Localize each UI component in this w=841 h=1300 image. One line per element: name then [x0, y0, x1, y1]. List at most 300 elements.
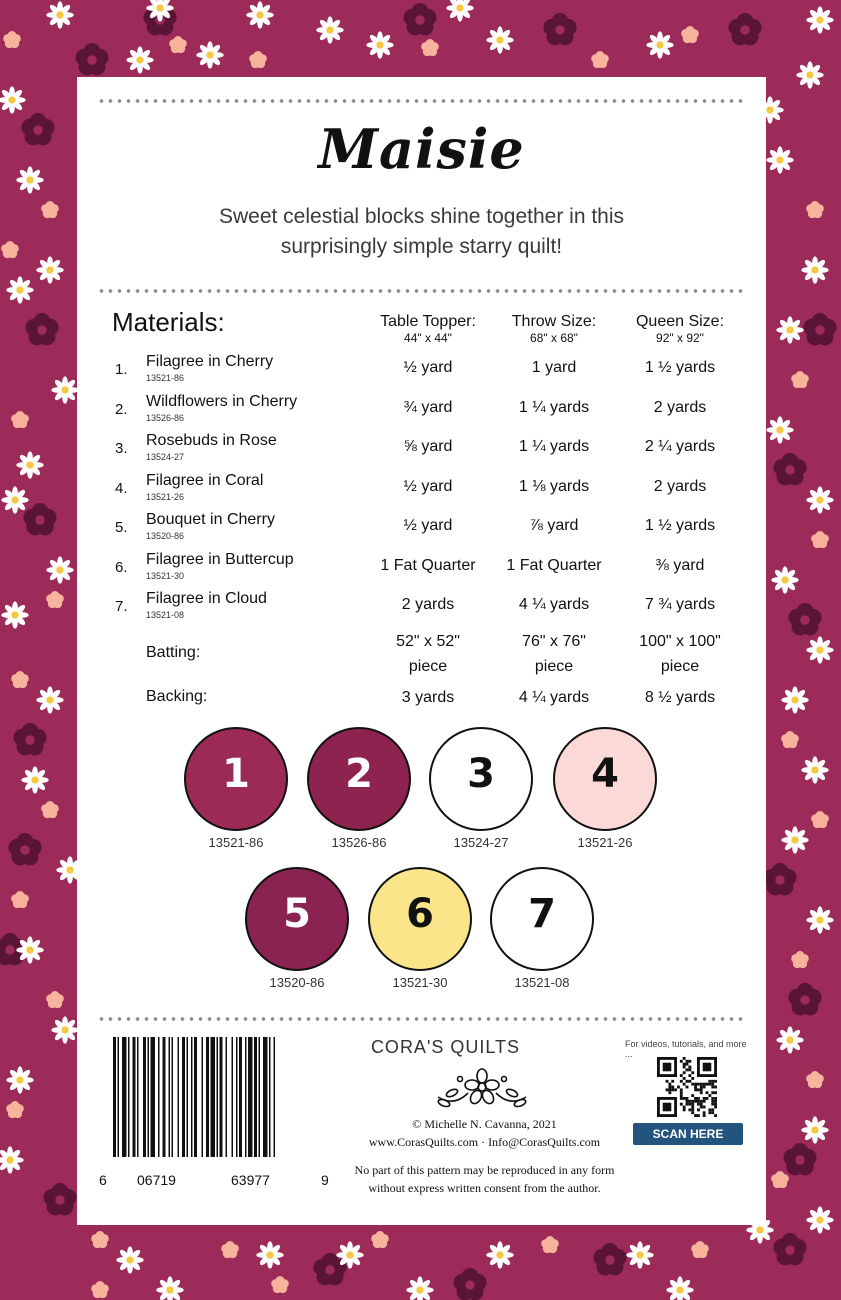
qr-module	[686, 1080, 689, 1083]
dark-flower-icon	[728, 13, 761, 45]
peach-flower-icon	[41, 201, 59, 218]
peach-flower-icon	[806, 1071, 824, 1088]
qr-module	[697, 1103, 700, 1106]
daisy-icon	[46, 556, 73, 583]
peach-flower-icon	[271, 1276, 289, 1293]
barcode-digit-check: 9	[321, 1172, 329, 1188]
barcode-bar	[151, 1037, 156, 1157]
qr-module	[703, 1111, 706, 1114]
swatch-code: 13521-30	[392, 975, 448, 990]
daisy-icon	[16, 166, 43, 193]
qr-module	[708, 1080, 711, 1083]
peach-flower-icon	[691, 1241, 709, 1258]
swatch-circle	[490, 867, 594, 971]
daisy-icon	[626, 1241, 653, 1268]
topper-amount: ⅝ yard	[403, 438, 453, 455]
peach-flower-icon	[771, 1171, 789, 1188]
backing-queen: 8 ½ yards	[644, 689, 716, 706]
contact-line: www.CorasQuilts.com · Info@CorasQuilts.com	[368, 1135, 601, 1149]
daisy-icon	[0, 1146, 24, 1173]
qr-module	[688, 1108, 691, 1111]
fabric-swatch	[429, 727, 533, 850]
fabric-number: 5.	[115, 519, 128, 536]
queen-amount: 7 ¾ yards	[644, 596, 716, 613]
daisy-icon	[156, 1276, 183, 1300]
daisy-icon	[246, 1, 273, 28]
queen-amount: 2 yards	[653, 477, 707, 495]
daisy-icon	[646, 31, 673, 58]
qr-module	[688, 1100, 691, 1103]
daisy-icon	[256, 1241, 283, 1268]
qr-module	[711, 1083, 714, 1086]
qr-module	[691, 1108, 694, 1111]
dark-flower-icon	[543, 13, 576, 45]
qr-module	[680, 1080, 683, 1083]
qr-module	[700, 1100, 703, 1103]
barcode-bar	[172, 1037, 174, 1157]
qr-module	[711, 1091, 714, 1094]
daisy-icon	[806, 636, 833, 663]
barcode-bar	[220, 1037, 223, 1157]
dotted-divider	[97, 1015, 746, 1023]
dark-flower-icon	[803, 313, 836, 345]
barcode-bar	[178, 1037, 180, 1157]
fabric-number: 3.	[115, 440, 128, 457]
fabric-name: Filagree in Cloud	[146, 590, 267, 607]
qr-module	[668, 1091, 671, 1094]
qr-module	[694, 1097, 697, 1100]
fabric-name: Rosebuds in Rose	[146, 432, 277, 449]
peach-flower-icon	[781, 731, 799, 748]
qr-module	[703, 1100, 706, 1103]
qr-module	[714, 1080, 717, 1083]
daisy-icon	[486, 1241, 513, 1268]
qr-module	[691, 1100, 694, 1103]
qr-module	[697, 1114, 700, 1117]
qr-module	[683, 1066, 686, 1069]
qr-module	[694, 1088, 697, 1091]
daisy-icon	[6, 276, 33, 303]
subtitle-line-2: surprisingly simple starry quilt!	[280, 235, 563, 258]
notice-line-1: No part of this pattern may be reproduced in any form	[354, 1163, 615, 1177]
daisy-icon	[16, 451, 43, 478]
qr-module	[714, 1103, 717, 1106]
qr-module	[691, 1106, 694, 1109]
peach-flower-icon	[41, 801, 59, 818]
qr-module	[666, 1080, 669, 1083]
qr-finder	[703, 1063, 712, 1072]
barcode-digit-group-1: 06719	[137, 1172, 176, 1188]
qr-module	[711, 1111, 714, 1114]
qr-module	[711, 1103, 714, 1106]
swatch-code: 13521-86	[208, 835, 264, 850]
barcode-bar	[122, 1037, 127, 1157]
daisy-icon	[776, 316, 803, 343]
qr-module	[708, 1111, 711, 1114]
qr-module	[686, 1100, 689, 1103]
dark-flower-icon	[43, 1183, 76, 1215]
barcode-bar	[226, 1037, 228, 1157]
qr-module	[683, 1083, 686, 1086]
swatch-number: 2	[345, 751, 373, 797]
peach-flower-icon	[46, 591, 64, 608]
qr-module	[683, 1071, 686, 1074]
qr-module	[697, 1097, 700, 1100]
qr-module	[711, 1097, 714, 1100]
throw-amount: 4 ¼ yards	[518, 596, 590, 613]
daisy-icon	[766, 146, 793, 173]
barcode-bar	[148, 1037, 150, 1157]
qr-module	[706, 1097, 709, 1100]
queen-amount: 2 yards	[653, 398, 707, 416]
qr-module	[666, 1088, 669, 1091]
barcode-bar	[259, 1037, 261, 1157]
qr-module	[680, 1103, 683, 1106]
qr-module	[671, 1088, 674, 1091]
dark-flower-icon	[75, 43, 108, 75]
qr-module	[688, 1074, 691, 1077]
value: 76" x 76"	[522, 633, 586, 650]
qr-module	[668, 1086, 671, 1089]
qr-module	[686, 1068, 689, 1071]
qr-module	[714, 1114, 717, 1117]
peach-flower-icon	[791, 371, 809, 388]
dark-flower-icon	[453, 1268, 486, 1300]
value: 52" x 52"	[396, 633, 460, 650]
dark-flower-icon	[773, 453, 806, 485]
dark-flower-icon	[773, 1233, 806, 1265]
qr-module	[691, 1071, 694, 1074]
barcode-bar	[269, 1037, 271, 1157]
qr-module	[683, 1108, 686, 1111]
barcode-bar	[158, 1037, 160, 1157]
peach-flower-icon	[6, 1101, 24, 1118]
qr-module	[691, 1111, 694, 1114]
queen-amount: 1 ½ yards	[644, 359, 716, 376]
fabric-swatch	[490, 867, 594, 990]
qr-module	[680, 1091, 683, 1094]
dotted-divider	[97, 287, 746, 295]
qr-module	[688, 1060, 691, 1063]
barcode-bar	[245, 1037, 247, 1157]
swatch-number: 6	[406, 891, 434, 937]
barcode-bar	[206, 1037, 209, 1157]
dark-flower-icon	[23, 503, 56, 535]
swatch-code: 13521-08	[514, 975, 570, 990]
column-name: Table Topper:	[380, 313, 476, 330]
fabric-swatch	[368, 867, 472, 990]
peach-flower-icon	[46, 991, 64, 1008]
batting-label: Batting:	[146, 644, 201, 661]
fabric-swatch	[184, 727, 288, 850]
qr-module	[691, 1094, 694, 1097]
qr-module	[708, 1108, 711, 1111]
unit: piece	[660, 658, 700, 675]
barcode-bar	[254, 1037, 257, 1157]
peach-flower-icon	[91, 1281, 109, 1298]
dark-flower-icon	[763, 863, 796, 895]
fabric-name: Filagree in Coral	[146, 471, 264, 489]
qr-module	[708, 1083, 711, 1086]
swatch-circle	[245, 867, 349, 971]
barcode-bar	[182, 1037, 185, 1157]
fabric-number: 7.	[115, 598, 128, 615]
qr-module	[686, 1103, 689, 1106]
peach-flower-icon	[3, 31, 21, 48]
daisy-icon	[666, 1276, 693, 1300]
qr-module	[703, 1097, 706, 1100]
fabric-code: 13521-08	[146, 610, 185, 620]
qr-module	[711, 1080, 714, 1083]
qr-module	[694, 1086, 697, 1089]
barcode-bar	[118, 1037, 120, 1157]
dark-flower-icon	[403, 3, 436, 35]
topper-amount: ½ yard	[403, 517, 453, 534]
fabric-number: 2.	[115, 400, 128, 418]
queen-amount: 1 ½ yards	[644, 517, 716, 534]
qr-module	[706, 1091, 709, 1094]
qr-module	[697, 1108, 700, 1111]
peach-flower-icon	[169, 36, 187, 53]
peach-flower-icon	[11, 411, 29, 428]
daisy-icon	[36, 256, 63, 283]
daisy-icon	[406, 1276, 433, 1300]
batting-row	[77, 629, 766, 679]
peach-flower-icon	[791, 951, 809, 968]
qr-module	[680, 1074, 683, 1077]
backing-throw: 4 ¼ yards	[518, 689, 590, 706]
qr-module	[686, 1060, 689, 1063]
fabric-row	[77, 472, 766, 508]
swatch-code: 13520-86	[269, 975, 325, 990]
dark-flower-icon	[313, 1253, 346, 1285]
peach-flower-icon	[91, 1231, 109, 1248]
daisy-icon	[316, 16, 343, 43]
dark-flower-icon	[25, 313, 58, 345]
throw-amount: 1 ⅛ yards	[518, 477, 590, 495]
barcode-bar	[143, 1037, 146, 1157]
qr-module	[691, 1103, 694, 1106]
barcode-bar	[217, 1037, 219, 1157]
fabric-row	[77, 432, 766, 468]
qr-module	[677, 1086, 680, 1089]
column-header-queen	[605, 313, 755, 345]
dark-flower-icon	[21, 113, 54, 145]
barcode-bar	[232, 1037, 234, 1157]
fabric-name: Bouquet in Cherry	[146, 511, 275, 528]
qr-module	[680, 1088, 683, 1091]
fabric-name: Filagree in Buttercup	[146, 550, 294, 568]
batting-queen	[605, 629, 755, 679]
daisy-icon	[801, 756, 828, 783]
qr-module	[700, 1106, 703, 1109]
barcode	[113, 1037, 319, 1157]
barcode-bar	[194, 1037, 197, 1157]
daisy-icon	[446, 0, 473, 22]
daisy-icon	[196, 41, 223, 68]
qr-module	[714, 1100, 717, 1103]
swatch-circle	[429, 727, 533, 831]
qr-module	[703, 1083, 706, 1086]
qr-module	[694, 1114, 697, 1117]
fabric-swatch	[245, 867, 349, 990]
qr-finder	[663, 1103, 672, 1112]
swatch-code: 13524-27	[453, 835, 509, 850]
qr-module	[691, 1083, 694, 1086]
daisy-icon	[796, 61, 823, 88]
daisy-icon	[1, 486, 28, 513]
topper-amount: 1 Fat Quarter	[380, 556, 476, 574]
peach-flower-icon	[1, 241, 19, 258]
pattern-card	[77, 77, 766, 1225]
fabric-code: 13521-30	[146, 570, 185, 581]
peach-flower-icon	[11, 671, 29, 688]
daisy-icon	[766, 416, 793, 443]
qr-module	[714, 1086, 717, 1089]
qr-module	[700, 1083, 703, 1086]
dotted-divider	[97, 97, 746, 105]
qr-module	[688, 1068, 691, 1071]
qr-module	[680, 1094, 683, 1097]
daisy-icon	[801, 256, 828, 283]
qr-module	[700, 1103, 703, 1106]
materials-heading: Materials:	[112, 307, 225, 337]
qr-module	[683, 1106, 686, 1109]
qr-module	[711, 1108, 714, 1111]
dark-flower-icon	[788, 603, 821, 635]
barcode-bar	[236, 1037, 238, 1157]
barcode-bar	[239, 1037, 242, 1157]
qr-module	[691, 1077, 694, 1080]
daisy-icon	[776, 1026, 803, 1053]
daisy-icon	[781, 826, 808, 853]
flower-logo-icon	[432, 1067, 532, 1113]
daisy-icon	[0, 86, 26, 113]
fabric-row	[77, 353, 766, 389]
fabric-swatch	[307, 727, 411, 850]
swatch-circle	[368, 867, 472, 971]
qr-module	[680, 1060, 683, 1063]
qr-module	[706, 1083, 709, 1086]
swatch-number: 5	[283, 891, 311, 937]
daisy-icon	[36, 686, 63, 713]
throw-amount: 1 Fat Quarter	[506, 556, 602, 574]
peach-flower-icon	[541, 1236, 559, 1253]
fabric-swatch	[553, 727, 657, 850]
daisy-icon	[46, 1, 73, 28]
qr-code[interactable]	[657, 1057, 717, 1117]
peach-flower-icon	[811, 811, 829, 828]
qr-module	[697, 1088, 700, 1091]
fabric-code: 13521-26	[146, 491, 185, 502]
daisy-icon	[806, 1206, 833, 1233]
copyright: © Michelle N. Cavanna, 2021	[412, 1117, 557, 1131]
fabric-row	[77, 511, 766, 547]
dark-flower-icon	[13, 723, 46, 755]
fabric-row	[77, 590, 766, 626]
daisy-icon	[16, 936, 43, 963]
daisy-icon	[51, 376, 78, 403]
qr-module	[668, 1088, 671, 1091]
qr-module	[700, 1088, 703, 1091]
peach-flower-icon	[591, 51, 609, 68]
fabric-row	[77, 551, 766, 587]
daisy-icon	[486, 26, 513, 53]
swatch-code: 13521-26	[577, 835, 633, 850]
fabric-code: 13524-27	[146, 452, 185, 462]
peach-flower-icon	[421, 39, 439, 56]
topper-amount: ¾ yard	[403, 398, 453, 416]
qr-module	[708, 1094, 711, 1097]
daisy-icon	[6, 1066, 33, 1093]
topper-amount: 2 yards	[401, 596, 455, 613]
barcode-bar	[133, 1037, 136, 1157]
fabric-number: 1.	[115, 361, 128, 378]
barcode-bar	[163, 1037, 166, 1157]
daisy-icon	[366, 31, 393, 58]
qr-module	[688, 1066, 691, 1069]
barcode-bar	[248, 1037, 253, 1157]
dark-flower-icon	[593, 1243, 626, 1275]
notice-line-2: without express written consent from the author.	[368, 1181, 601, 1195]
qr-module	[697, 1083, 700, 1086]
qr-module	[694, 1083, 697, 1086]
qr-module	[714, 1091, 717, 1094]
barcode-bar	[274, 1037, 276, 1157]
barcode-bar	[187, 1037, 189, 1157]
qr-caption: For videos, tutorials, and more ...	[625, 1039, 747, 1059]
qr-finder	[663, 1063, 672, 1072]
throw-amount: 1 ¼ yards	[518, 398, 590, 416]
fabric-code: 13521-86	[146, 373, 185, 383]
backing-topper: 3 yards	[401, 689, 455, 706]
swatch-number: 7	[528, 891, 556, 937]
scan-here-banner: SCAN HERE	[633, 1123, 743, 1145]
peach-flower-icon	[11, 891, 29, 908]
qr-module	[683, 1063, 686, 1066]
barcode-digit-lead: 6	[99, 1172, 107, 1188]
qr-module	[700, 1086, 703, 1089]
swatch-code: 13526-86	[331, 835, 387, 850]
peach-flower-icon	[681, 26, 699, 43]
barcode-bar	[202, 1037, 204, 1157]
qr-module	[703, 1086, 706, 1089]
barcode-digit-group-2: 63977	[231, 1172, 270, 1188]
peach-flower-icon	[249, 51, 267, 68]
barcode-bar	[263, 1037, 268, 1157]
daisy-icon	[806, 6, 833, 33]
qr-module	[668, 1083, 671, 1086]
dark-flower-icon	[783, 1143, 816, 1175]
daisy-icon	[21, 766, 48, 793]
qr-module	[711, 1100, 714, 1103]
qr-module	[674, 1088, 677, 1091]
unit: piece	[534, 658, 574, 675]
daisy-icon	[781, 686, 808, 713]
daisy-icon	[336, 1241, 363, 1268]
peach-flower-icon	[811, 531, 829, 548]
qr-module	[680, 1097, 683, 1100]
dark-flower-icon	[788, 983, 821, 1015]
daisy-icon	[801, 1116, 828, 1143]
daisy-icon	[806, 486, 833, 513]
qr-module	[671, 1080, 674, 1083]
fabric-name: Filagree in Cherry	[146, 353, 274, 370]
barcode-bar	[169, 1037, 171, 1157]
barcode-bar	[211, 1037, 216, 1157]
qr-module	[686, 1063, 689, 1066]
queen-amount: 2 ¼ yards	[644, 438, 716, 455]
